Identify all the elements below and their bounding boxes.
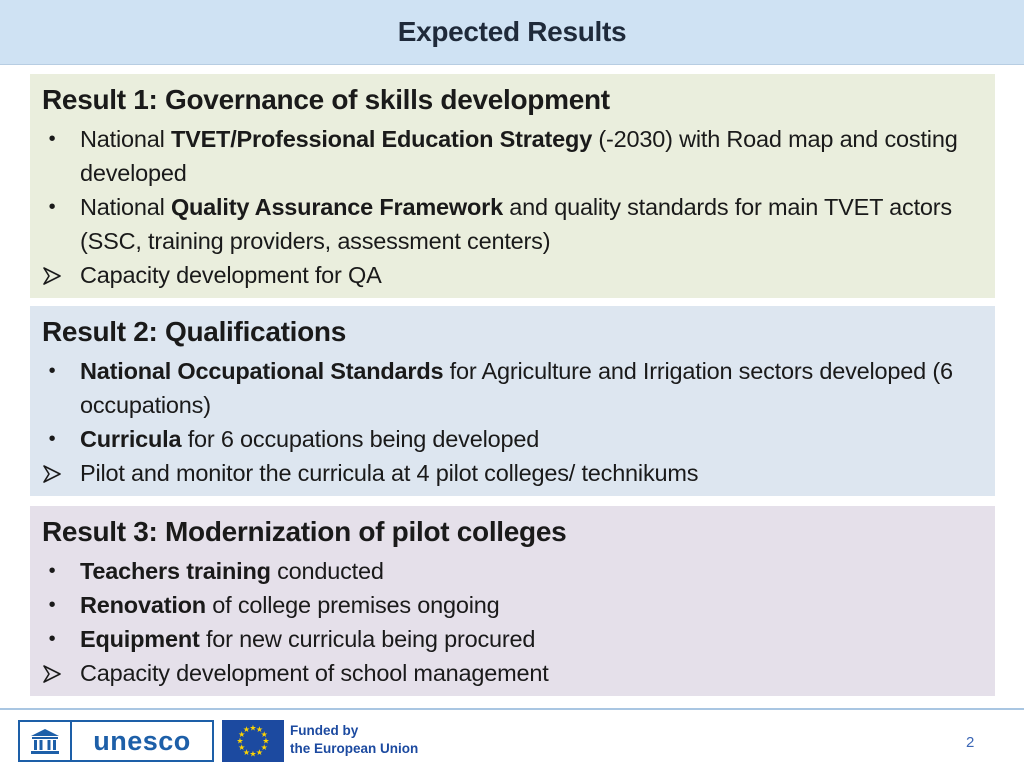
bullet-dot-icon: •	[48, 594, 56, 616]
item-text: Pilot and monitor the curricula at 4 pilot colleges/ technikums	[80, 460, 699, 486]
svg-text:★: ★	[255, 747, 264, 757]
item-emphasis: National Occupational Standards	[80, 358, 444, 384]
arrowhead-bullet-icon	[42, 465, 62, 483]
item-emphasis: Equipment	[80, 626, 200, 652]
result-3-item	[42, 622, 983, 656]
result-3-item	[42, 588, 983, 622]
result-3-heading: Result 3: Modernization of pilot colleges	[42, 516, 567, 547]
svg-text:★: ★	[255, 725, 264, 735]
svg-text:★: ★	[238, 743, 246, 752]
svg-text:★: ★	[249, 723, 257, 733]
item-text: and quality standards for main TVET actors (SSC, training providers, assessment centers)	[80, 194, 952, 254]
item-text: Capacity development of school management	[80, 660, 549, 686]
result-3-item	[42, 656, 983, 690]
result-2-item	[42, 456, 983, 490]
bullet-dot-icon: •	[48, 128, 56, 150]
result-2-item	[42, 422, 983, 456]
item-text: Capacity development for QA	[80, 262, 382, 288]
footer-divider	[0, 708, 1024, 710]
title-bar	[0, 0, 1024, 65]
bullet-dot-icon: •	[48, 360, 56, 382]
unesco-logo	[18, 720, 214, 762]
item-emphasis: Curricula	[80, 426, 182, 452]
funded-line-1: Funded by	[290, 723, 359, 738]
item-text: for Agriculture and Irrigation sectors developed (6 occupations)	[80, 358, 953, 418]
funded-line-2: the European Union	[290, 741, 419, 756]
item-emphasis: Renovation	[80, 592, 206, 618]
item-text: of college premises ongoing	[205, 592, 500, 618]
bullet-dot-icon: •	[48, 628, 56, 650]
arrowhead-bullet-icon	[42, 267, 62, 285]
result-2-list	[42, 354, 983, 490]
slide-title: Expected Results	[397, 16, 627, 47]
unesco-temple-icon	[20, 722, 72, 760]
page-number: 2	[966, 734, 975, 751]
item-emphasis: Teachers training	[80, 558, 271, 584]
item-emphasis: Quality Assurance Framework	[170, 194, 503, 220]
result-1-panel	[30, 74, 995, 298]
result-1-item	[42, 190, 983, 258]
item-text: for 6 occupations being developed	[181, 426, 540, 452]
unesco-wordmark: unesco	[93, 725, 191, 756]
arrowhead-bullet-icon	[42, 665, 62, 683]
item-text: for new curricula being procured	[199, 626, 536, 652]
item-emphasis: TVET/Professional Education Strategy	[170, 126, 593, 152]
item-text: (-2030) with Road map and costing developed	[80, 126, 958, 186]
item-text: National	[80, 126, 171, 152]
svg-text:★: ★	[260, 743, 268, 752]
bullet-dot-icon: •	[48, 428, 56, 450]
result-1-heading: Result 1: Governance of skills development	[42, 84, 610, 115]
item-text: National	[80, 194, 171, 220]
svg-text:★: ★	[262, 736, 270, 746]
svg-text:★: ★	[249, 749, 257, 759]
svg-text:★: ★	[238, 730, 246, 739]
svg-text:★: ★	[260, 730, 268, 739]
svg-text:★: ★	[242, 725, 251, 735]
result-1-item	[42, 258, 983, 292]
result-3-list	[42, 554, 983, 690]
bullet-dot-icon: •	[48, 560, 56, 582]
result-1-list	[42, 122, 983, 292]
result-2-heading: Result 2: Qualifications	[42, 316, 346, 347]
result-2-panel	[30, 306, 995, 496]
svg-text:★: ★	[236, 736, 244, 746]
funded-by-eu-text	[290, 722, 418, 758]
svg-text:★: ★	[242, 747, 251, 757]
result-3-item	[42, 554, 983, 588]
eu-flag-icon	[222, 720, 284, 762]
result-1-item	[42, 122, 983, 190]
bullet-dot-icon: •	[48, 196, 56, 218]
result-2-item	[42, 354, 983, 422]
result-3-panel	[30, 506, 995, 696]
item-text: conducted	[270, 558, 384, 584]
